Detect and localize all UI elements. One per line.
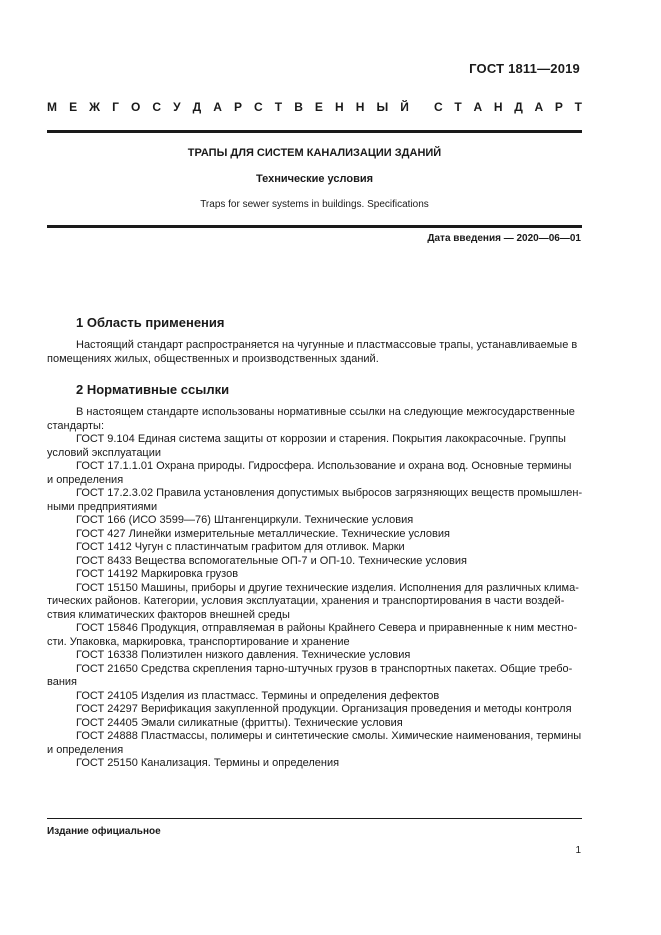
standard-kind-letter: Й	[400, 100, 409, 114]
standard-kind-letter: Ж	[89, 100, 100, 114]
standard-kind-letter: Р	[233, 100, 242, 114]
standard-kind-letter: Е	[69, 100, 78, 114]
reference-line: и определения	[47, 473, 124, 486]
standard-kind-letter: М	[47, 100, 57, 114]
reference-line: ГОСТ 15846 Продукция, отправляемая в районы Крайнего Севера и приравненные к ним местно-	[76, 622, 578, 634]
top-divider	[47, 130, 582, 133]
page-number: 1	[575, 845, 581, 856]
standard-kind-letter: А	[473, 100, 483, 114]
section-1-text	[47, 339, 582, 366]
standard-kind-letter: У	[173, 100, 181, 114]
reference-line: ГОСТ 16338 Полиэтилен низкого давления. Технические условия	[76, 649, 411, 661]
title-divider	[47, 225, 582, 228]
reference-line: ГОСТ 1412 Чугун с пластинчатым графитом для отливок. Марки	[76, 541, 405, 553]
reference-line: ГОСТ 15150 Машины, приборы и другие технические изделия. Исполнения для различных клима-	[76, 581, 579, 594]
standard-kind-letter: Д	[514, 100, 523, 114]
standard-kind-letter: А	[213, 100, 222, 114]
standard-kind-letter: С	[434, 100, 443, 114]
document-title: ТРАПЫ ДЛЯ СИСТЕМ КАНАЛИЗАЦИИ ЗДАНИЙ	[187, 147, 442, 159]
reference-line: ГОСТ 24888 Пластмассы, полимеры и синтетические смолы. Химические наименования, термины	[76, 730, 582, 742]
standard-kind-letter: Н	[355, 100, 365, 114]
reference-line: стандарты:	[47, 419, 105, 432]
reference-line: ГОСТ 24105 Изделия из пластмасс. Термины и определения дефектов	[76, 689, 440, 702]
reference-line: ГОСТ 24405 Эмали силикатные (фритты). Технические условия	[76, 716, 403, 729]
standard-kind-heading	[47, 100, 582, 114]
reference-line: ГОСТ 17.1.1.01 Охрана природы. Гидросфера. Использование и охрана вод. Основные термины	[76, 460, 572, 472]
standard-kind-letter: Т	[454, 100, 462, 114]
document-subtitle: Технические условия	[255, 173, 374, 185]
reference-line: ГОСТ 166 (ИСО 3599—76) Штангенциркули. Технические условия	[76, 514, 414, 526]
normative-references-list	[47, 406, 582, 771]
standard-kind-letter: Н	[493, 100, 503, 114]
standard-kind-letter: Г	[112, 100, 119, 114]
section-1-heading: 1 Область применения	[76, 315, 225, 330]
introduction-date: Дата введения — 2020—06—01	[427, 233, 581, 244]
standard-kind-letter: Д	[192, 100, 202, 114]
standard-kind-letter: Р	[554, 100, 563, 114]
reference-line: и определения	[47, 743, 124, 756]
standard-kind-word	[47, 100, 409, 114]
reference-line: ГОСТ 17.2.3.02 Правила установления допустимых выбросов загрязняющих веществ промышлен-	[76, 487, 583, 499]
reference-line: В настоящем стандарте использованы нормативные ссылки на следующие межгосударственные	[76, 406, 575, 418]
official-edition-label: Издание официальное	[47, 826, 161, 837]
standard-kind-word	[434, 100, 582, 114]
standard-kind-letter: Т	[574, 100, 582, 114]
reference-line: ными предприятиями	[47, 500, 158, 513]
standard-kind-letter: С	[152, 100, 162, 114]
standard-kind-letter: А	[534, 100, 544, 114]
reference-line: ствия климатических факторов внешней среды	[47, 608, 290, 621]
reference-line: вания	[47, 676, 78, 688]
footer-divider	[47, 818, 582, 819]
reference-line: ГОСТ 8433 Вещества вспомогательные ОП-7 и ОП-10. Технические условия	[76, 554, 467, 567]
document-number: ГОСТ 1811—2019	[469, 61, 580, 76]
reference-line: ГОСТ 9.104 Единая система защиты от коррозии и старения. Покрытия лакокрасочные. Группы	[76, 433, 566, 445]
reference-line: ГОСТ 14192 Маркировка грузов	[76, 568, 239, 580]
standard-kind-letter: С	[254, 100, 263, 114]
reference-line: ГОСТ 24297 Верификация закупленной продукции. Организация проведения и методы контроля	[76, 703, 572, 715]
reference-line: условий эксплуатации	[47, 446, 162, 459]
document-title-english: Traps for sewer systems in buildings. Specifications	[200, 199, 429, 210]
standard-kind-letter: О	[130, 100, 141, 114]
text-line: Настоящий стандарт распространяется на чугунные и пластмассовые трапы, устанавливаемые в	[76, 339, 578, 351]
reference-line: ГОСТ 427 Линейки измерительные металлические. Технические условия	[76, 527, 450, 540]
reference-line: сти. Упаковка, маркировка, транспортирование и хранение	[47, 635, 350, 648]
reference-line: ГОСТ 25150 Канализация. Термины и определения	[76, 757, 340, 769]
reference-line: ГОСТ 21650 Средства скрепления тарно-штучных грузов в транспортных пакетах. Общие требо-	[76, 662, 573, 675]
standard-kind-letter: В	[294, 100, 303, 114]
text-line: помещениях жилых, общественных и производственных зданий.	[47, 352, 379, 365]
standard-kind-letter: Е	[314, 100, 323, 114]
section-2-heading: 2 Нормативные ссылки	[76, 382, 230, 397]
reference-line: тических районов. Категории, условия эксплуатации, хранения и транспортирования в части воздей-	[47, 595, 565, 607]
standard-kind-letter: Н	[335, 100, 344, 114]
standard-kind-letter: Т	[274, 100, 283, 114]
standard-kind-letter: Ы	[376, 100, 389, 114]
